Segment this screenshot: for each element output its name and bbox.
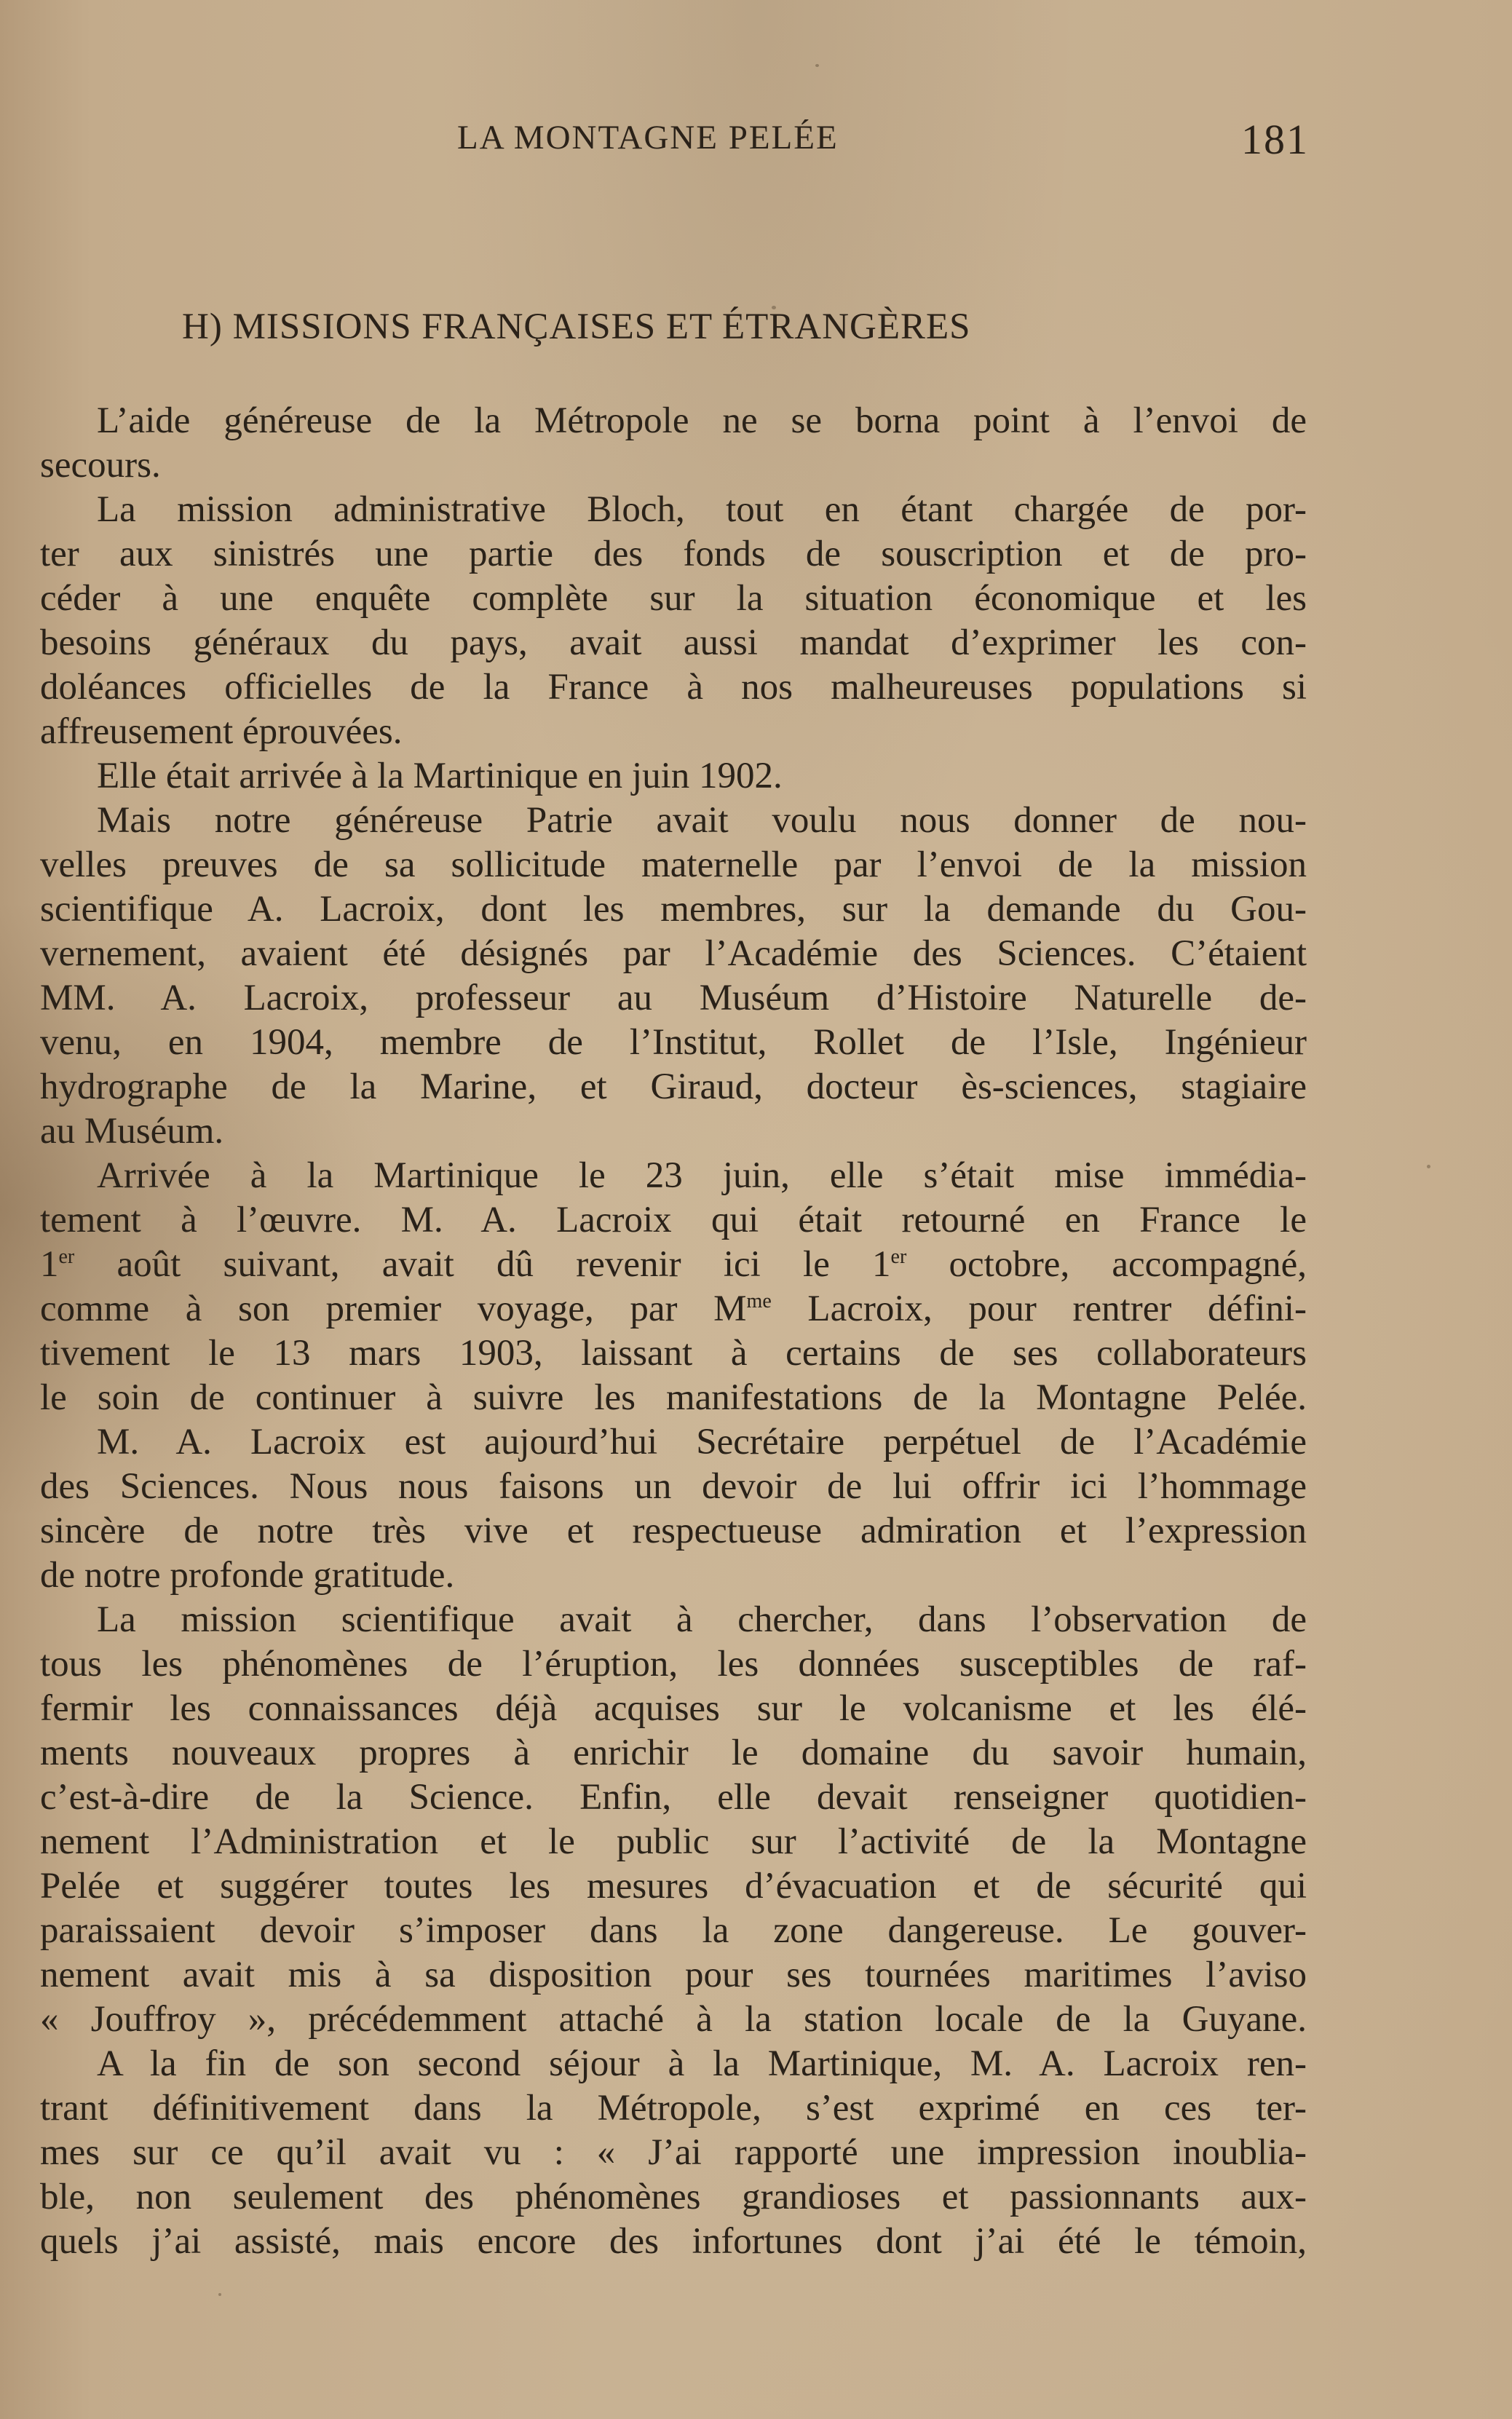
paper-speck [218, 2293, 221, 2296]
text-line: hydrographe de la Marine, et Giraud, docteur ès-sciences, stagiaire [40, 1066, 1307, 1107]
text-line: trant définitivement dans la Métropole, s’est exprimé en ces ter- [40, 2088, 1307, 2129]
paragraph [40, 1598, 1307, 2042]
paragraph [40, 799, 1307, 1154]
text-line: Mais notre généreuse Patrie avait voulu nous donner de nou- [97, 800, 1307, 841]
text-line: ble, non seulement des phénomènes grandioses et passionnants aux- [40, 2177, 1307, 2217]
paper-speck [815, 64, 819, 67]
text-line: nement avait mis à sa disposition pour ses tournées maritimes l’aviso [40, 1955, 1307, 1995]
text-line: de notre profonde gratitude. [40, 1555, 455, 1596]
text-line: « Jouffroy », précédemment attaché à la station locale de la Guyane. [40, 1999, 1307, 2040]
superscript: er [890, 1246, 907, 1268]
paper-speck [1427, 1165, 1430, 1168]
body-text [40, 399, 1307, 2264]
text-line: quels j’ai assisté, mais encore des infortunes dont j’ai été le témoin, [40, 2221, 1307, 2262]
text-line: Arrivée à la Martinique le 23 juin, elle s’était mise immédia- [97, 1155, 1307, 1196]
text-line: La mission administrative Bloch, tout en étant chargée de por- [97, 489, 1307, 530]
text-line: La mission scientifique avait à chercher, dans l’observation de [97, 1599, 1307, 1640]
text-line: doléances officielles de la France à nos malheureuses populations si [40, 667, 1307, 708]
paragraph [40, 754, 1307, 799]
text-line: besoins généraux du pays, avait aussi mandat d’exprimer les con- [40, 622, 1307, 663]
text-line: ter aux sinistrés une partie des fonds de souscription et de pro- [40, 534, 1307, 574]
text-line: 1er août suivant, avait dû revenir ici le 1er octobre, accompagné, [40, 1244, 1307, 1285]
text-line: céder à une enquête complète sur la situation économique et les [40, 578, 1307, 619]
text-line: tement à l’œuvre. M. A. Lacroix qui était retourné en France le [40, 1200, 1307, 1240]
paragraph [40, 1154, 1307, 1420]
text-line: c’est-à-dire de la Science. Enfin, elle devait renseigner quotidien- [40, 1777, 1307, 1818]
text-line: Elle était arrivée à la Martinique en juin 1902. [97, 756, 783, 796]
text-line: scientifique A. Lacroix, dont les membres, sur la demande du Gou- [40, 889, 1307, 930]
text-line: affreusement éprouvées. [40, 711, 403, 752]
text-line: des Sciences. Nous nous faisons un devoir de lui offrir ici l’hommage [40, 1466, 1307, 1507]
text-line: paraissaient devoir s’imposer dans la zone dangereuse. Le gouver- [40, 1910, 1307, 1951]
paper-speck [772, 306, 776, 309]
text-line: vernement, avaient été désignés par l’Académie des Sciences. C’étaient [40, 933, 1307, 974]
text-line: tous les phénomènes de l’éruption, les données susceptibles de raf- [40, 1644, 1307, 1684]
text-line: venu, en 1904, membre de l’Institut, Rollet de l’Isle, Ingénieur [40, 1022, 1307, 1063]
text-line: le soin de continuer à suivre les manifestations de la Montagne Pelée. [40, 1377, 1307, 1418]
text-line: L’aide généreuse de la Métropole ne se borna point à l’envoi de [97, 400, 1307, 441]
page-number: 181 [1241, 116, 1309, 163]
superscript: me [746, 1290, 772, 1313]
text-line: velles preuves de sa sollicitude maternelle par l’envoi de la mission [40, 844, 1307, 885]
text-line: secours. [40, 445, 161, 486]
text-line: sincère de notre très vive et respectueuse admiration et l’expression [40, 1511, 1307, 1551]
text-line: au Muséum. [40, 1111, 224, 1152]
text-line: tivement le 13 mars 1903, laissant à certains de ses collaborateurs [40, 1333, 1307, 1374]
paragraph [40, 488, 1307, 754]
paragraph [40, 2042, 1307, 2264]
section-heading: H) MISSIONS FRANÇAISES ET ÉTRANGÈRES [182, 306, 971, 347]
text-line: Pelée et suggérer toutes les mesures d’évacuation et de sécurité qui [40, 1866, 1307, 1907]
text-line: mes sur ce qu’il avait vu : « J’ai rapporté une impression inoublia- [40, 2132, 1307, 2173]
superscript: er [58, 1246, 75, 1268]
text-line: nement l’Administration et le public sur l’activité de la Montagne [40, 1821, 1307, 1862]
text-line: ments nouveaux propres à enrichir le domaine du savoir humain, [40, 1733, 1307, 1773]
text-line: A la fin de son second séjour à la Martinique, M. A. Lacroix ren- [97, 2043, 1307, 2084]
paragraph [40, 1420, 1307, 1598]
text-line: M. A. Lacroix est aujourd’hui Secrétaire perpétuel de l’Académie [97, 1422, 1307, 1462]
running-head [457, 115, 1309, 166]
text-line: MM. A. Lacroix, professeur au Muséum d’Histoire Naturelle de- [40, 978, 1307, 1018]
paragraph [40, 399, 1307, 488]
text-line: comme à son premier voyage, par $M^{me}$ Lacroix, pour rentrer défini- [40, 1288, 1307, 1329]
running-title: LA MONTAGNE PELÉE [457, 119, 839, 157]
text-line: fermir les connaissances déjà acquises sur le volcanisme et les élé- [40, 1688, 1307, 1729]
